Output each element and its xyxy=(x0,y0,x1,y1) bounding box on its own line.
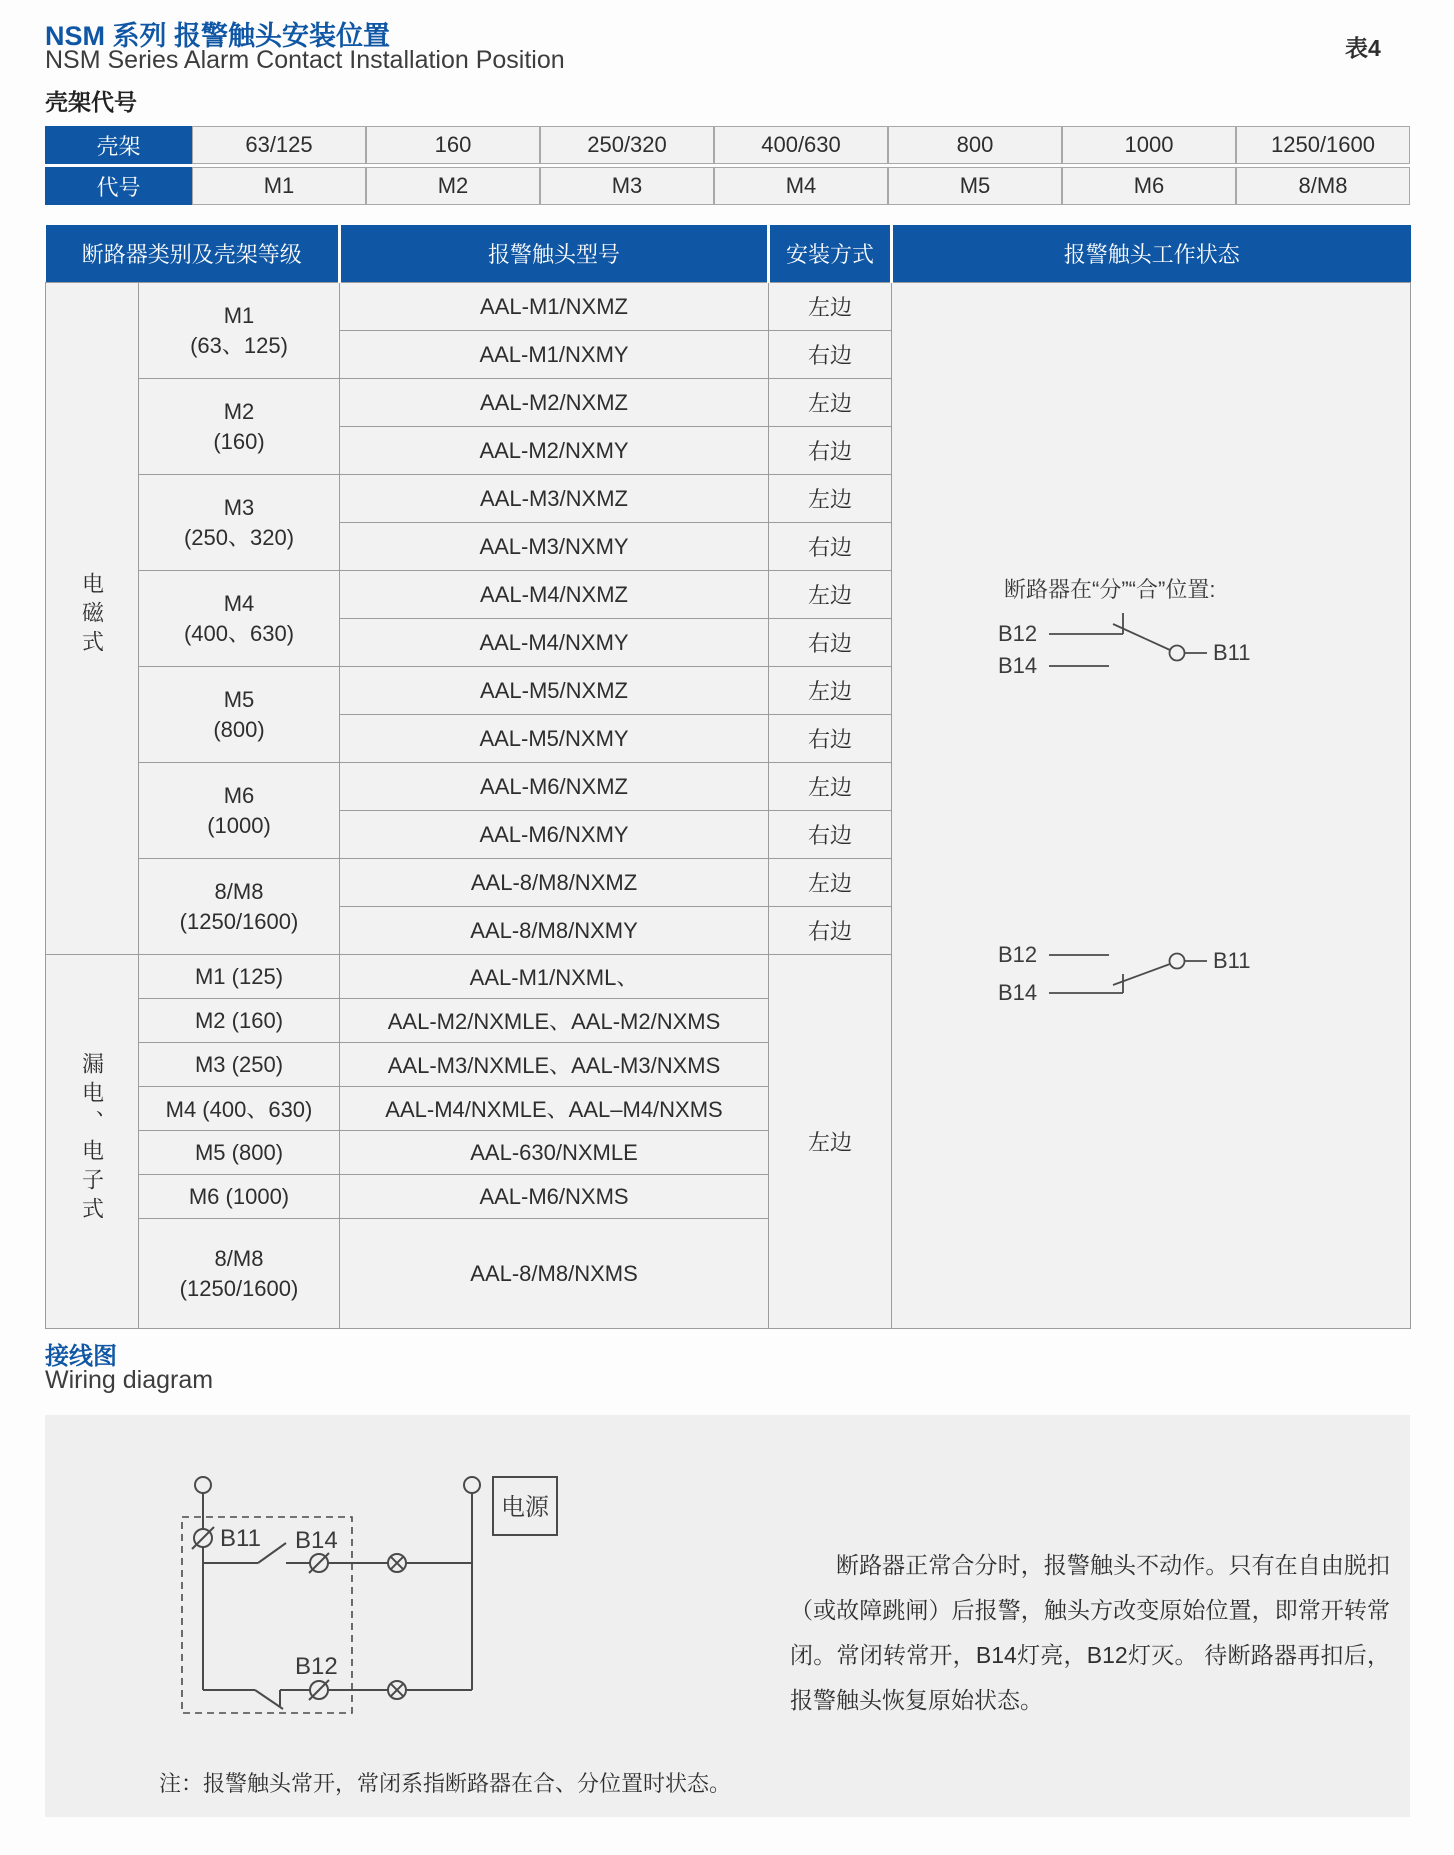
install-side-cell: 左边 xyxy=(769,859,892,907)
install-side-cell: 左边 xyxy=(769,571,892,619)
b14-label: B14 xyxy=(998,653,1038,678)
frame-code-cell: M3 xyxy=(540,167,714,205)
frame-cell: 8/M8 (1250/1600) xyxy=(139,859,340,955)
install-side-cell: 左边 xyxy=(769,955,892,1329)
install-side-cell: 右边 xyxy=(769,907,892,955)
frame-cell: M1 (63、125) xyxy=(139,283,340,379)
model-cell: AAL-M3/NXMY xyxy=(340,523,769,571)
model-cell: AAL-8/M8/NXMZ xyxy=(340,859,769,907)
wiring-note: 注：报警触头常开，常闭系指断路器在合、分位置时状态。 xyxy=(159,1771,732,1796)
model-cell: AAL-M4/NXMLE、AAL–M4/NXMS xyxy=(340,1087,769,1131)
category-label: 漏电、电子式 xyxy=(79,1051,105,1226)
frame-cell: M6 (1000) xyxy=(139,763,340,859)
frame-code-cell: M2 xyxy=(366,167,540,205)
model-cell: AAL-M1/NXML、 xyxy=(340,955,769,999)
model-cell: AAL-M6/NXMS xyxy=(340,1175,769,1219)
frame-size-cell: 400/630 xyxy=(714,126,888,164)
frame-code-table xyxy=(45,123,1410,208)
model-cell: AAL-M5/NXMY xyxy=(340,715,769,763)
frame-code-cell: M5 xyxy=(888,167,1062,205)
b11-label: B11 xyxy=(220,1525,261,1552)
model-cell: AAL-M1/NXMY xyxy=(340,331,769,379)
page-title-english: NSM Series Alarm Contact Installation Position xyxy=(45,46,565,74)
model-cell: AAL-M2/NXMLE、AAL-M2/NXMS xyxy=(340,999,769,1043)
model-cell: AAL-M2/NXMZ xyxy=(340,379,769,427)
frame-size-cell: 800 xyxy=(888,126,1062,164)
install-side-cell: 左边 xyxy=(769,475,892,523)
frame-cell: M5 (800) xyxy=(139,667,340,763)
wiring-description: 断路器正常合分时，报警触头不动作。只有在自由脱扣（或故障跳闸）后报警，触头方改变原始位置，即常开转常闭。常闭转常开，B14灯亮，B12灯灭。 待断路器再扣后，报警触头恢复原始状态。 xyxy=(790,1552,1390,1713)
frame-cell: M3 (250) xyxy=(139,1043,340,1087)
status-caption: 断路器在“分”“合”位置: xyxy=(1004,577,1216,602)
header-contact-model: 报警触头型号 xyxy=(340,225,769,283)
frame-cell: M4 (400、630) xyxy=(139,571,340,667)
install-side-cell: 右边 xyxy=(769,427,892,475)
install-side-cell: 右边 xyxy=(769,523,892,571)
model-cell: AAL-630/NXMLE xyxy=(340,1131,769,1175)
terminal-circle-right xyxy=(464,1477,480,1493)
wiring-circuit-diagram xyxy=(145,1445,665,1785)
category-cell xyxy=(46,283,139,955)
terminal-circle-left xyxy=(195,1477,211,1493)
table-number-tag: 表4 xyxy=(1345,35,1381,61)
frame-size-cell: 160 xyxy=(366,126,540,164)
frame-cell: M1 (125) xyxy=(139,955,340,999)
frame-code-cell: M6 xyxy=(1062,167,1236,205)
model-cell: AAL-M6/NXMY xyxy=(340,811,769,859)
frame-size-cell: 63/125 xyxy=(192,126,366,164)
header-breaker-category: 断路器类别及壳架等级 xyxy=(46,225,340,283)
model-cell: AAL-8/M8/NXMS xyxy=(340,1219,769,1329)
power-source-label: 电源 xyxy=(501,1494,549,1521)
frame-size-cell: 250/320 xyxy=(540,126,714,164)
contact-state-diagram-closed xyxy=(992,935,1262,1010)
b12-label: B12 xyxy=(998,942,1038,967)
contact-working-state xyxy=(892,283,1410,1328)
header-working-state: 报警触头工作状态 xyxy=(892,225,1411,283)
install-side-cell: 左边 xyxy=(769,283,892,331)
frame-row-label: 壳架 xyxy=(45,126,192,164)
frame-cell: M2 (160) xyxy=(139,999,340,1043)
frame-table-row xyxy=(45,126,1410,164)
model-cell: AAL-M4/NXMY xyxy=(340,619,769,667)
frame-size-cell: 1000 xyxy=(1062,126,1236,164)
wiring-diagram-panel xyxy=(45,1415,1410,1817)
table-row xyxy=(46,283,1411,331)
install-side-cell: 右边 xyxy=(769,811,892,859)
wiring-heading-english: Wiring diagram xyxy=(45,1366,214,1394)
frame-cell: M5 (800) xyxy=(139,1131,340,1175)
model-cell: AAL-M1/NXMZ xyxy=(340,283,769,331)
category-label: 电磁式 xyxy=(79,572,105,659)
frame-code-table-grid xyxy=(45,123,1410,208)
install-side-cell: 右边 xyxy=(769,331,892,379)
frame-code-cell: 8/M8 xyxy=(1236,167,1410,205)
frame-cell: 8/M8 (1250/1600) xyxy=(139,1219,340,1329)
b11-label: B11 xyxy=(1213,948,1251,973)
alarm-contact-table xyxy=(45,225,1411,1329)
frame-cell: M3 (250、320) xyxy=(139,475,340,571)
install-side-cell: 左边 xyxy=(769,763,892,811)
wiring-heading: 接线图 xyxy=(45,1343,117,1370)
table-header-row xyxy=(46,225,1411,283)
working-state-cell xyxy=(892,283,1411,1329)
code-row-label: 代号 xyxy=(45,167,192,205)
install-side-cell: 右边 xyxy=(769,619,892,667)
b12-label: B12 xyxy=(998,621,1038,646)
install-side-cell: 左边 xyxy=(769,379,892,427)
alarm-contact-table-grid xyxy=(45,225,1411,1329)
model-cell: AAL-M2/NXMY xyxy=(340,427,769,475)
model-cell: AAL-M3/NXMZ xyxy=(340,475,769,523)
frame-code-heading: 壳架代号 xyxy=(45,89,137,115)
model-cell: AAL-M4/NXMZ xyxy=(340,571,769,619)
install-side-cell: 左边 xyxy=(769,667,892,715)
b14-label: B14 xyxy=(998,980,1038,1005)
model-cell: AAL-M6/NXMZ xyxy=(340,763,769,811)
frame-cell: M6 (1000) xyxy=(139,1175,340,1219)
frame-cell: M4 (400、630) xyxy=(139,1087,340,1131)
model-cell: AAL-M3/NXMLE、AAL-M3/NXMS xyxy=(340,1043,769,1087)
b12-label: B12 xyxy=(295,1653,338,1680)
header-install-side: 安装方式 xyxy=(769,225,892,283)
model-cell: AAL-M5/NXMZ xyxy=(340,667,769,715)
frame-code-cell: M1 xyxy=(192,167,366,205)
b11-label: B11 xyxy=(1213,640,1251,665)
contact-state-diagram-open xyxy=(992,611,1262,686)
b14-label: B14 xyxy=(295,1527,338,1554)
page-title: NSM 系列 报警触头安装位置 xyxy=(45,21,391,51)
install-side-cell: 右边 xyxy=(769,715,892,763)
category-cell xyxy=(46,955,139,1329)
model-cell: AAL-8/M8/NXMY xyxy=(340,907,769,955)
frame-size-cell: 1250/1600 xyxy=(1236,126,1410,164)
frame-code-cell: M4 xyxy=(714,167,888,205)
frame-table-row xyxy=(45,167,1410,205)
frame-cell: M2 (160) xyxy=(139,379,340,475)
